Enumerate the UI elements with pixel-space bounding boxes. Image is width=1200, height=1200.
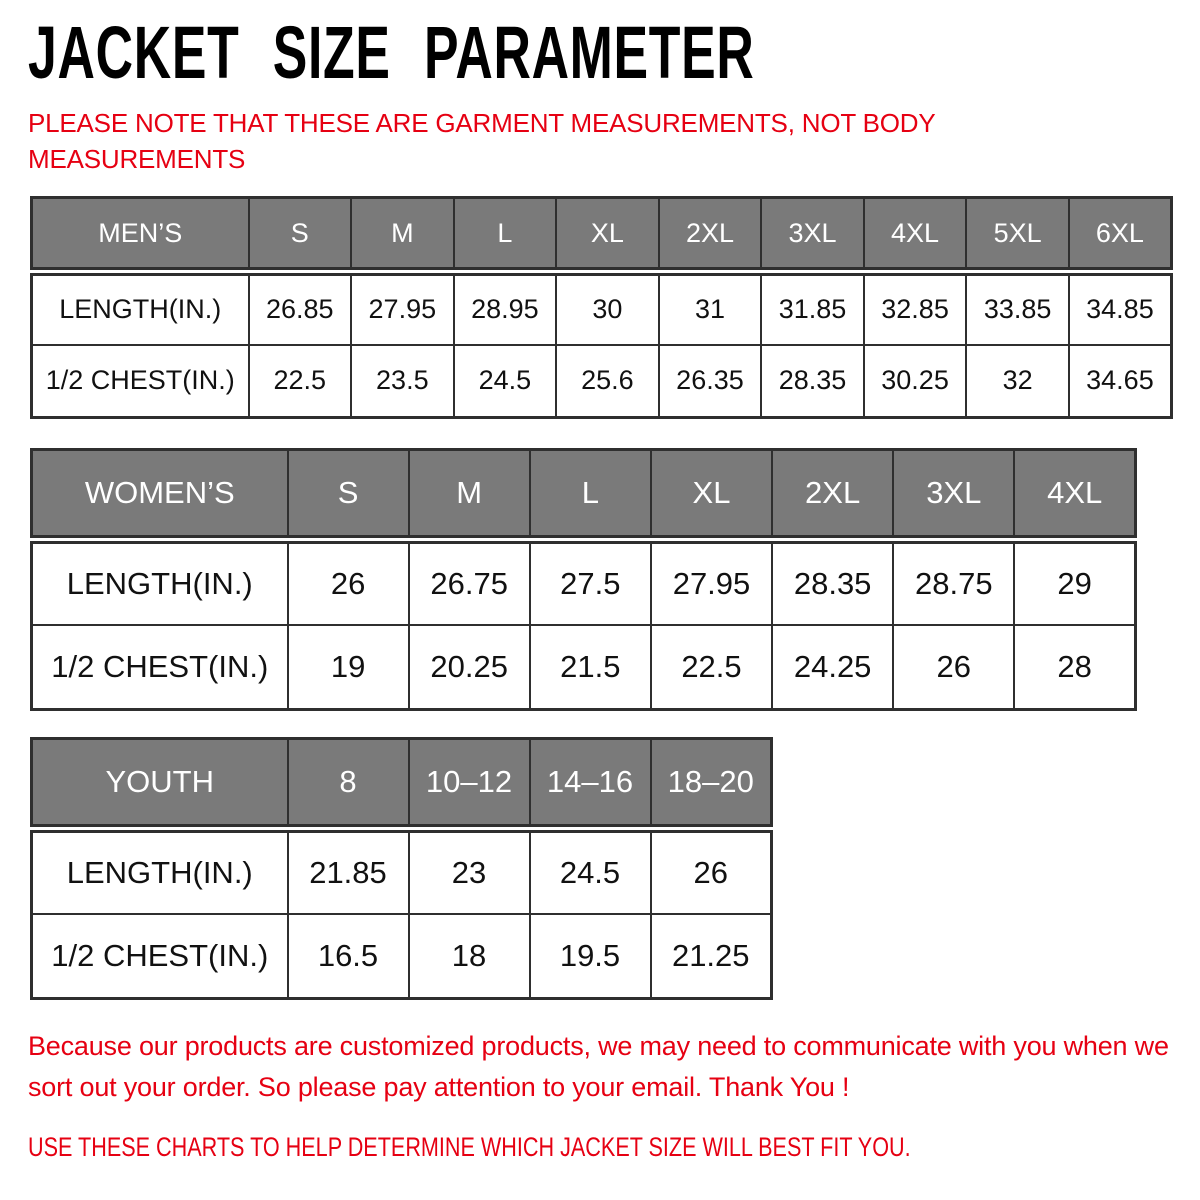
size-cell: 34.65 <box>1069 345 1172 418</box>
size-col-header: 2XL <box>772 450 893 540</box>
size-cell: 19.5 <box>530 914 651 999</box>
mens-size-table-section <box>30 196 1173 419</box>
size-cell: 27.5 <box>530 540 651 625</box>
size-cell: 19 <box>288 625 409 710</box>
size-cell: 28.35 <box>761 345 864 418</box>
size-cell: 24.25 <box>772 625 893 710</box>
size-cell: 31.85 <box>761 272 864 345</box>
row-label: LENGTH(IN.) <box>32 540 288 625</box>
size-cell: 21.25 <box>651 914 772 999</box>
table-title-cell: YOUTH <box>32 739 288 829</box>
size-col-header: 3XL <box>893 450 1014 540</box>
size-cell: 28.75 <box>893 540 1014 625</box>
size-cell: 25.6 <box>556 345 659 418</box>
size-cell: 22.5 <box>249 345 352 418</box>
youth-size-table-section <box>30 737 773 1000</box>
table-row <box>32 914 772 999</box>
row-label: 1/2 CHEST(IN.) <box>32 625 288 710</box>
garment-measurement-note: PLEASE NOTE THAT THESE ARE GARMENT MEASUREMENTS, NOT BODY MEASUREMENTS <box>28 108 935 174</box>
size-col-header: M <box>409 450 530 540</box>
size-col-header: 10–12 <box>409 739 530 829</box>
size-cell: 27.95 <box>351 272 454 345</box>
size-cell: 26 <box>288 540 409 625</box>
size-col-header: S <box>288 450 409 540</box>
size-cell: 23.5 <box>351 345 454 418</box>
size-cell: 29 <box>1014 540 1135 625</box>
size-col-header: 14–16 <box>530 739 651 829</box>
table-row <box>32 272 1172 345</box>
size-cell: 28.95 <box>454 272 557 345</box>
youth-size-table <box>30 737 773 1000</box>
size-cell: 22.5 <box>651 625 772 710</box>
table-row <box>32 625 1136 710</box>
womens-size-table-section <box>30 448 1137 711</box>
table-row <box>32 540 1136 625</box>
size-cell: 30.25 <box>864 345 967 418</box>
size-col-header: 3XL <box>761 198 864 272</box>
size-col-header: 8 <box>288 739 409 829</box>
row-label: LENGTH(IN.) <box>32 829 288 914</box>
size-col-header: S <box>249 198 352 272</box>
size-cell: 31 <box>659 272 762 345</box>
size-col-header: 6XL <box>1069 198 1172 272</box>
size-col-header: L <box>530 450 651 540</box>
row-label: 1/2 CHEST(IN.) <box>32 914 288 999</box>
size-cell: 23 <box>409 829 530 914</box>
size-col-header: 2XL <box>659 198 762 272</box>
size-cell: 24.5 <box>454 345 557 418</box>
size-cell: 26 <box>893 625 1014 710</box>
size-col-header: 5XL <box>966 198 1069 272</box>
mens-size-table <box>30 196 1173 419</box>
size-cell: 24.5 <box>530 829 651 914</box>
table-row <box>32 829 772 914</box>
size-col-header: M <box>351 198 454 272</box>
table-header-row <box>32 739 772 829</box>
size-cell: 28.35 <box>772 540 893 625</box>
size-cell: 32.85 <box>864 272 967 345</box>
size-cell: 33.85 <box>966 272 1069 345</box>
size-cell: 21.5 <box>530 625 651 710</box>
size-col-header: 4XL <box>1014 450 1135 540</box>
table-header-row <box>32 450 1136 540</box>
size-col-header: XL <box>556 198 659 272</box>
womens-size-table <box>30 448 1137 711</box>
size-cell: 21.85 <box>288 829 409 914</box>
table-header-row <box>32 198 1172 272</box>
page-title: JACKET SIZE PARAMETER <box>28 11 755 94</box>
table-title-cell: MEN’S <box>32 198 249 272</box>
size-cell: 26.85 <box>249 272 352 345</box>
size-cell: 32 <box>966 345 1069 418</box>
row-label: LENGTH(IN.) <box>32 272 249 345</box>
size-cell: 18 <box>409 914 530 999</box>
size-cell: 27.95 <box>651 540 772 625</box>
chart-usage-note: USE THESE CHARTS TO HELP DETERMINE WHICH JACKET SIZE WILL BEST FIT YOU. <box>28 1132 911 1162</box>
size-col-header: XL <box>651 450 772 540</box>
size-cell: 26 <box>651 829 772 914</box>
table-title-cell: WOMEN’S <box>32 450 288 540</box>
customization-notice: Because our products are customized products, we may need to communicate with you when we sort out your order. So please pay attention to your email. Thank You ! <box>28 1031 1169 1103</box>
size-cell: 26.35 <box>659 345 762 418</box>
size-cell: 16.5 <box>288 914 409 999</box>
table-row <box>32 345 1172 418</box>
size-cell: 34.85 <box>1069 272 1172 345</box>
size-cell: 28 <box>1014 625 1135 710</box>
size-col-header: 18–20 <box>651 739 772 829</box>
size-cell: 26.75 <box>409 540 530 625</box>
size-col-header: L <box>454 198 557 272</box>
row-label: 1/2 CHEST(IN.) <box>32 345 249 418</box>
size-col-header: 4XL <box>864 198 967 272</box>
size-cell: 20.25 <box>409 625 530 710</box>
size-cell: 30 <box>556 272 659 345</box>
